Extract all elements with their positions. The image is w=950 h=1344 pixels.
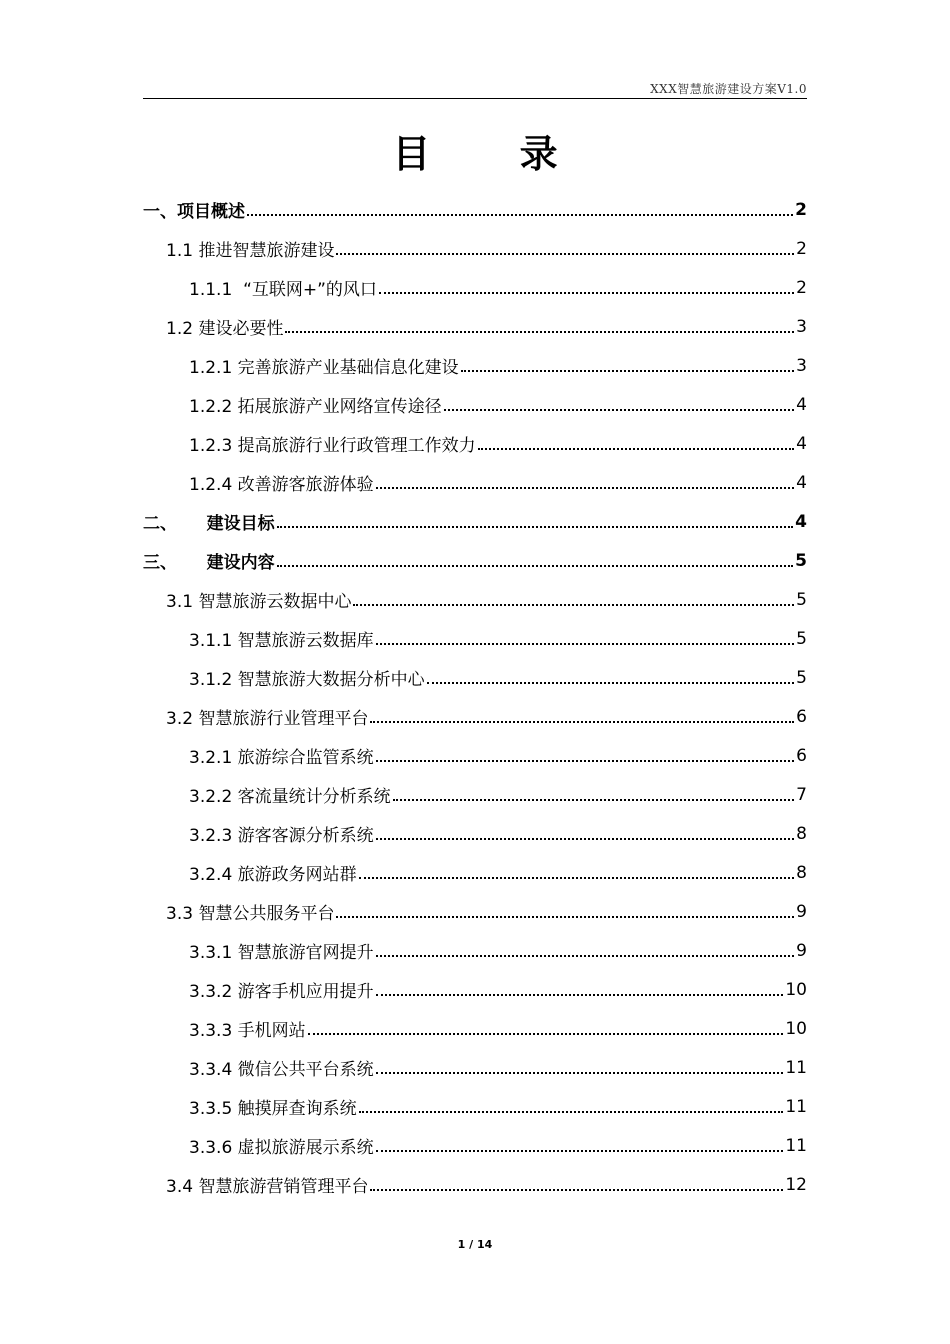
toc-entry-page: 5 <box>796 667 807 688</box>
toc-entry-label: 二、 建设目标 <box>143 509 277 534</box>
toc-entry-label: 3.1.2 智慧旅游大数据分析中心 <box>189 665 427 690</box>
toc-entry-page: 5 <box>795 550 807 571</box>
toc-dot-leader <box>427 682 795 684</box>
toc-entry-label: 3.2.3 游客客源分析系统 <box>189 821 376 846</box>
toc-entry-page: 9 <box>796 901 807 922</box>
toc-entry-page: 11 <box>785 1135 807 1156</box>
toc-dot-leader <box>370 721 794 723</box>
toc-dot-leader <box>376 643 795 645</box>
toc-entry-page: 3 <box>796 355 807 376</box>
toc-dot-leader <box>376 994 784 996</box>
toc-entry[interactable] <box>143 931 807 970</box>
toc-dot-leader <box>444 409 795 411</box>
toc-entry[interactable] <box>143 346 807 385</box>
toc-entry[interactable] <box>143 658 807 697</box>
toc-entry-page: 2 <box>796 238 807 259</box>
toc-entry-page: 11 <box>785 1096 807 1117</box>
toc-entry-page: 6 <box>796 745 807 766</box>
toc-entry-page: 2 <box>796 277 807 298</box>
toc-entry-page: 2 <box>795 199 807 220</box>
toc-dot-leader <box>277 526 794 528</box>
toc-entry-label: 3.3.1 智慧旅游官网提升 <box>189 938 376 963</box>
toc-dot-leader <box>376 955 795 957</box>
toc-entry[interactable] <box>143 853 807 892</box>
toc-entry-page: 4 <box>796 433 807 454</box>
toc-entry[interactable] <box>143 307 807 346</box>
toc-entry[interactable] <box>143 697 807 736</box>
toc-dot-leader <box>359 877 795 879</box>
toc-entry-label: 3.2.4 旅游政务网站群 <box>189 860 359 885</box>
toc-entry[interactable] <box>143 1048 807 1087</box>
toc-entry[interactable] <box>143 385 807 424</box>
toc-dot-leader <box>336 916 794 918</box>
toc-entry[interactable] <box>143 463 807 502</box>
toc-entry-label: 1.2 建设必要性 <box>166 314 285 339</box>
toc-entry[interactable] <box>143 1165 807 1204</box>
toc-entry[interactable] <box>143 619 807 658</box>
toc-dot-leader <box>285 331 794 333</box>
toc-dot-leader <box>379 292 794 294</box>
toc-entry-label: 3.3.2 游客手机应用提升 <box>189 977 376 1002</box>
toc-dot-leader <box>359 1111 784 1113</box>
toc-entry[interactable] <box>143 190 807 229</box>
toc-entry-page: 8 <box>796 862 807 883</box>
toc-dot-leader <box>376 1072 784 1074</box>
toc-entry-label: 3.1.1 智慧旅游云数据库 <box>189 626 376 651</box>
toc-entry-label: 1.2.2 拓展旅游产业网络宣传途径 <box>189 392 444 417</box>
page-title: 目 录 <box>392 132 596 176</box>
toc-entry-label: 1.1 推进智慧旅游建设 <box>166 236 336 261</box>
toc-entry-label: 3.3.6 虚拟旅游展示系统 <box>189 1133 376 1158</box>
toc-dot-leader <box>308 1033 784 1035</box>
toc-entry-label: 3.3 智慧公共服务平台 <box>166 899 336 924</box>
toc-entry-label: 1.1.1 “互联网+”的风口 <box>189 275 379 300</box>
toc-entry[interactable] <box>143 970 807 1009</box>
toc-entry[interactable] <box>143 541 807 580</box>
toc-dot-leader <box>393 799 795 801</box>
header-rule <box>143 98 807 99</box>
running-header: XXX智慧旅游建设方案V1.0 <box>650 82 807 96</box>
toc-entry-page: 11 <box>785 1057 807 1078</box>
toc-entry-label: 1.2.4 改善游客旅游体验 <box>189 470 376 495</box>
toc-entry-label: 3.2 智慧旅游行业管理平台 <box>166 704 370 729</box>
toc-entry-label: 3.1 智慧旅游云数据中心 <box>166 587 353 612</box>
toc-dot-leader <box>247 214 793 216</box>
toc-entry[interactable] <box>143 229 807 268</box>
toc-dot-leader <box>478 448 795 450</box>
toc-dot-leader <box>336 253 794 255</box>
toc-entry[interactable] <box>143 1087 807 1126</box>
toc-entry-page: 3 <box>796 316 807 337</box>
toc-dot-leader <box>376 838 795 840</box>
toc-entry[interactable] <box>143 580 807 619</box>
toc-entry-page: 9 <box>796 940 807 961</box>
toc-entry-label: 3.3.5 触摸屏查询系统 <box>189 1094 359 1119</box>
toc-dot-leader <box>277 565 794 567</box>
toc-entry-page: 4 <box>796 472 807 493</box>
toc-entry[interactable] <box>143 892 807 931</box>
toc-entry-label: 1.2.3 提高旅游行业行政管理工作效力 <box>189 431 478 456</box>
toc-entry-label: 3.2.2 客流量统计分析系统 <box>189 782 393 807</box>
toc-entry[interactable] <box>143 736 807 775</box>
toc-entry-page: 5 <box>796 628 807 649</box>
toc-entry[interactable] <box>143 814 807 853</box>
toc-entry[interactable] <box>143 775 807 814</box>
toc-dot-leader <box>376 487 795 489</box>
toc-entry-page: 4 <box>795 511 807 532</box>
toc-dot-leader <box>461 370 795 372</box>
toc-entry-page: 4 <box>796 394 807 415</box>
toc-entry-label: 1.2.1 完善旅游产业基础信息化建设 <box>189 353 461 378</box>
toc-entry[interactable] <box>143 268 807 307</box>
toc-entry-page: 12 <box>785 1174 807 1195</box>
toc-entry[interactable] <box>143 1126 807 1165</box>
toc-dot-leader <box>370 1189 783 1191</box>
page-number: 1 / 14 <box>457 1238 493 1251</box>
toc-entry-label: 一、项目概述 <box>143 197 247 222</box>
toc-entry-label: 三、 建设内容 <box>143 548 277 573</box>
toc-entry-page: 6 <box>796 706 807 727</box>
toc-entry[interactable] <box>143 1009 807 1048</box>
toc-entry-label: 3.3.4 微信公共平台系统 <box>189 1055 376 1080</box>
toc-entry-label: 3.4 智慧旅游营销管理平台 <box>166 1172 370 1197</box>
toc-dot-leader <box>353 604 794 606</box>
toc-dot-leader <box>376 760 795 762</box>
toc-dot-leader <box>376 1150 784 1152</box>
toc-entry-page: 5 <box>796 589 807 610</box>
toc-entry[interactable] <box>143 502 807 541</box>
toc-entry-page: 10 <box>785 979 807 1000</box>
toc-entry[interactable] <box>143 424 807 463</box>
toc-entry-page: 7 <box>796 784 807 805</box>
toc-entry-page: 8 <box>796 823 807 844</box>
table-of-contents <box>143 190 807 1204</box>
toc-entry-label: 3.3.3 手机网站 <box>189 1016 308 1041</box>
toc-entry-label: 3.2.1 旅游综合监管系统 <box>189 743 376 768</box>
toc-entry-page: 10 <box>785 1018 807 1039</box>
